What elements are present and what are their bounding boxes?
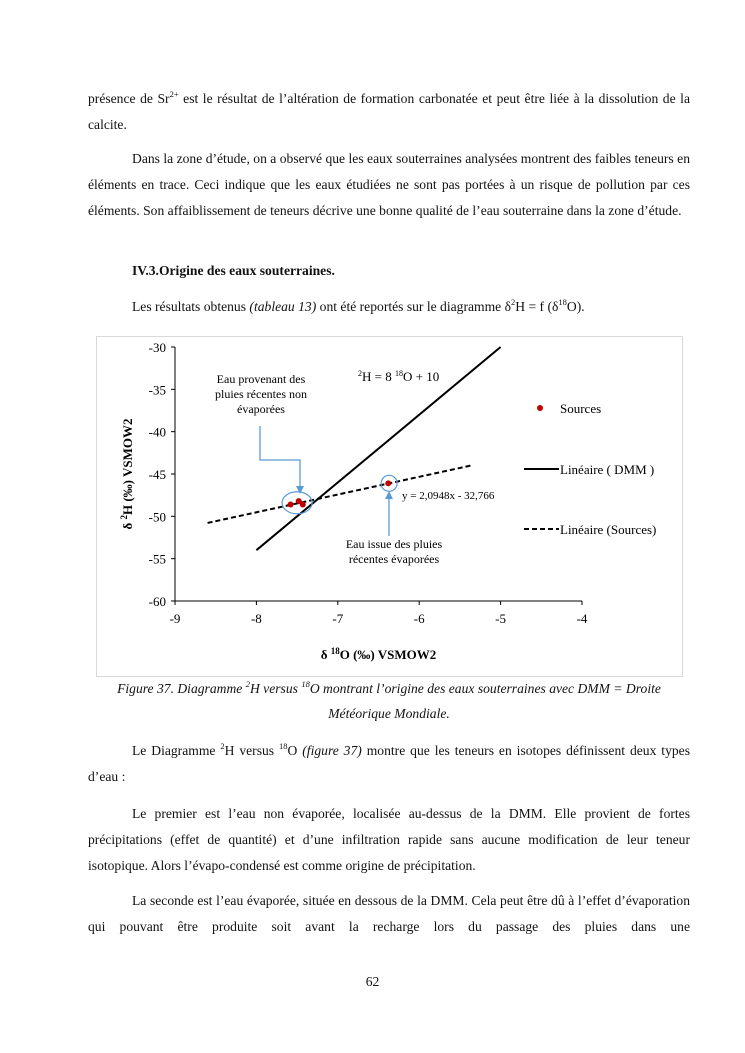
annotation-non-evaporated: évaporées	[237, 402, 285, 416]
annotation-non-evaporated: pluies récentes non	[215, 387, 307, 401]
x-tick-label: -6	[413, 611, 425, 626]
figure-reference: (figure 37)	[302, 743, 362, 758]
text: ont été reportés sur le diagramme δ	[316, 299, 512, 314]
superscript: 2	[220, 741, 225, 751]
figure-caption	[88, 676, 690, 726]
text: Le Diagramme	[132, 743, 221, 758]
isotope-chart	[96, 336, 684, 678]
arrow-head	[385, 491, 393, 499]
trend-equation: y = 2,0948x - 32,766	[402, 490, 495, 502]
y-axis-title: δ $^2$H (‰) VSMOW2	[119, 418, 135, 530]
section-heading: IV.3.Origine des eaux souterraines.	[132, 263, 335, 278]
x-tick-label: -4	[576, 611, 588, 626]
y-tick-label: -30	[148, 340, 166, 355]
text: H versus	[224, 743, 280, 758]
data-point	[288, 501, 294, 507]
paragraph-5: Le premier est l’eau non évaporée, localisée au-dessus de la DMM. Elle provient de fortes précipitations (effet de quantité) et d’une infiltration rapide sans aucune modification de leur teneur isotopique. Alors l’évapo-condensé est comme origine de précipitation.	[88, 806, 690, 873]
superscript: 2	[511, 297, 516, 307]
text: H versus	[249, 681, 302, 696]
superscript: 2	[245, 679, 250, 689]
paragraph-6: La seconde est l’eau évaporée, située en dessous de la DMM. Cela peut être dû à l’effet d’évaporation qui pouvant être produite soit avant la recharge lors du passage des pluies dans une	[88, 893, 690, 934]
annotation-evaporated: Eau issue des pluies	[345, 537, 443, 551]
text: O	[287, 743, 303, 758]
data-point	[385, 480, 391, 486]
arrow-non-evaporated	[260, 426, 300, 486]
superscript: 18	[301, 679, 310, 689]
text: O montrant l’origine des eaux souterraines avec DMM = Droite Météorique Mondiale.	[309, 681, 661, 721]
paragraph-2: Dans la zone d’étude, on a observé que les eaux souterraines analysées montrent des faibles teneurs en éléments en trace. Ceci indique que les eaux étudiées ne sont pas portées à un risque de pollution par ces éléments. Son affaiblissement de teneurs décrive une bonne qualité de l’eau souterraine dans la zone d’étude.	[88, 151, 690, 218]
annotation-non-evaporated: Eau provenant des	[216, 372, 306, 386]
superscript: 2+	[169, 89, 179, 99]
x-tick-label: -8	[250, 611, 262, 626]
legend-marker-sources	[537, 405, 543, 411]
y-tick-label: -50	[148, 509, 166, 525]
paragraph-3	[88, 294, 690, 320]
x-tick-label: -9	[169, 611, 181, 626]
legend-label: Linéaire (Sources)	[560, 522, 657, 537]
superscript: 18	[558, 297, 567, 307]
legend-label: Sources	[560, 401, 602, 416]
text: O).	[566, 299, 585, 314]
page-number: 62	[365, 974, 380, 989]
table-reference: (tableau 13)	[249, 299, 317, 314]
text: H = f (δ	[515, 299, 559, 314]
superscript: 18	[279, 741, 288, 751]
text: Figure 37. Diagramme	[117, 681, 246, 696]
x-tick-label: -5	[495, 611, 507, 626]
text: présence de Sr	[88, 91, 170, 106]
y-tick-label: -55	[148, 551, 166, 567]
text: est le résultat de l’altération de formation carbonatée et peut être liée à la dissolution de la calcite.	[88, 91, 690, 132]
x-tick-label: -7	[332, 611, 344, 626]
data-point	[300, 501, 306, 507]
text: Les résultats obtenus	[132, 299, 250, 314]
y-tick-label: -35	[148, 382, 166, 398]
text: montre que les teneurs en isotopes définissent deux types d’eau :	[88, 743, 691, 784]
y-tick-label: -45	[148, 467, 166, 482]
annotation-evaporated: récentes évaporées	[348, 552, 440, 566]
y-tick-label: -60	[148, 594, 166, 609]
x-axis-title: δ $^{18}$O (‰) VSMOW2	[320, 646, 437, 662]
legend-label: Linéaire ( DMM )	[560, 462, 655, 477]
paragraph-1	[88, 86, 690, 138]
y-tick-label: -40	[148, 424, 166, 440]
paragraph-4	[88, 738, 690, 790]
dmm-equation: $^2$H = 8 $^{18}$O + 10	[358, 369, 440, 384]
